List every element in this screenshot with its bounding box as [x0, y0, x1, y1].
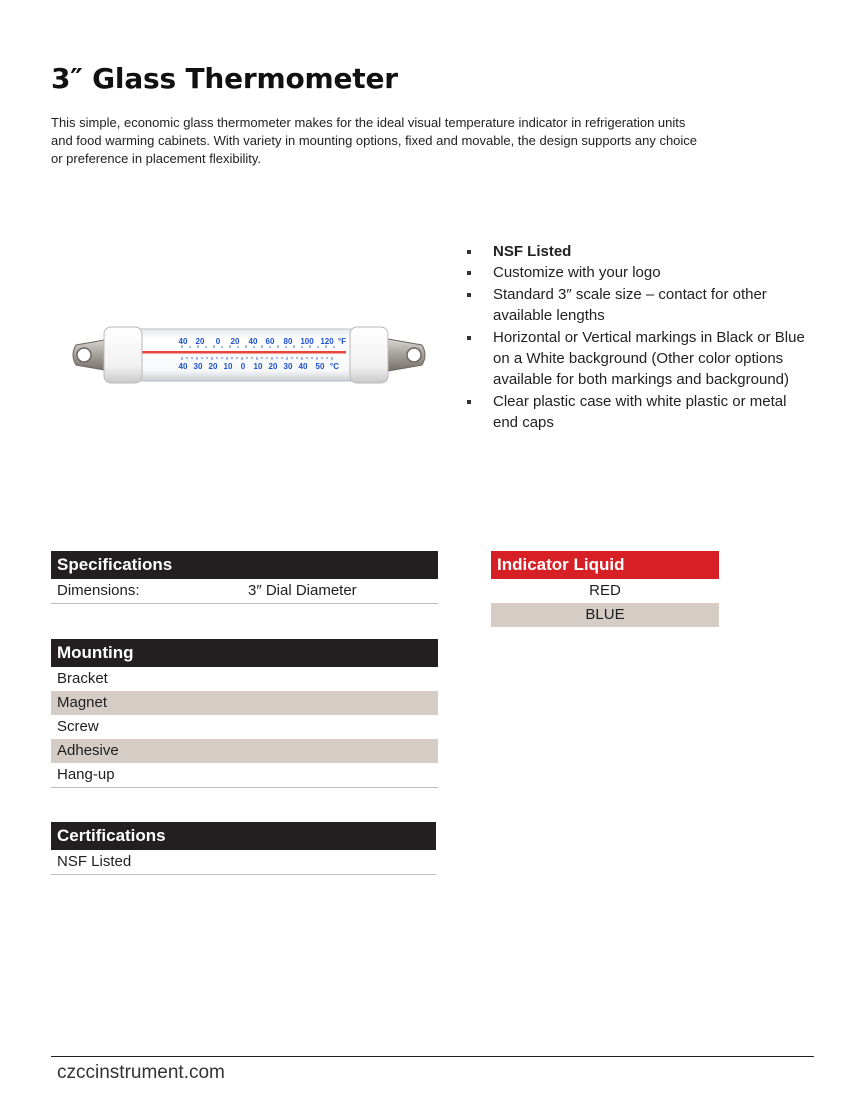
c-tick: 30 — [283, 362, 293, 371]
c-tick: 20 — [208, 362, 218, 371]
intro-paragraph: This simple, economic glass thermometer makes for the ideal visual temperature indicator in refrigeration units and food warming cabinets. With variety in mounting options, fixed and movable, the design supports any choice or preference in placement flexibility. — [51, 115, 698, 166]
footer-divider — [51, 1056, 814, 1057]
table-row: NSF Listed — [57, 853, 132, 870]
feature-item: Clear plastic case with white plastic or metal end caps — [464, 391, 809, 434]
right-cap — [350, 327, 388, 383]
thermometer-illustration — [70, 315, 440, 395]
c-tick: 40 — [178, 362, 188, 371]
table-row — [51, 579, 438, 603]
f-tick: 80 — [283, 337, 293, 346]
f-tick: 0 — [215, 337, 221, 346]
c-tick: 20 — [268, 362, 278, 371]
liquid-column — [136, 351, 346, 354]
certifications-header: Certifications — [51, 822, 436, 850]
thermometer-image — [70, 315, 440, 395]
table-row: BLUE — [491, 603, 719, 627]
f-tick: 40 — [248, 337, 258, 346]
c-tick: 10 — [223, 362, 233, 371]
table-row: Hang-up — [57, 766, 115, 783]
c-tick: 0 — [240, 362, 246, 371]
feature-item: Customize with your logo — [464, 262, 809, 283]
specifications-table — [51, 551, 438, 604]
f-tick: 120 — [320, 337, 334, 346]
f-tick: 40 — [178, 337, 188, 346]
f-tick: 20 — [195, 337, 205, 346]
feature-item: Horizontal or Vertical markings in Black or Blue on a White background (Other color options available for both markings and background) — [464, 327, 809, 391]
f-tick: 60 — [265, 337, 275, 346]
indicator-liquid-header: Indicator Liquid — [491, 551, 719, 579]
c-tick: 10 — [253, 362, 263, 371]
mounting-table — [51, 639, 438, 788]
f-tick: 100 — [300, 337, 314, 346]
table-row: RED — [589, 582, 621, 599]
table-row: Bracket — [57, 670, 108, 687]
footer-website[interactable]: czccinstrument.com — [57, 1062, 225, 1083]
spec-value: 3″ Dial Diameter — [248, 582, 357, 599]
c-tick: 40 — [298, 362, 308, 371]
left-cap — [104, 327, 142, 383]
feature-item: NSF Listed — [464, 241, 809, 262]
feature-list — [464, 241, 809, 434]
f-unit: °F — [338, 337, 347, 346]
table-row: Screw — [57, 718, 99, 735]
f-tick: 20 — [230, 337, 240, 346]
certifications-table — [51, 822, 436, 875]
feature-item: Standard 3″ scale size – contact for other available lengths — [464, 284, 809, 327]
mounting-header: Mounting — [51, 639, 438, 667]
page-title: 3″ Glass Thermometer — [51, 62, 398, 95]
table-row: Magnet — [51, 691, 438, 715]
table-row: Adhesive — [51, 739, 438, 763]
specifications-header: Specifications — [51, 551, 438, 579]
indicator-liquid-table — [491, 551, 719, 627]
c-tick: 50 — [315, 362, 325, 371]
c-tick: 30 — [193, 362, 203, 371]
c-unit: °C — [330, 362, 339, 371]
spec-label: Dimensions: — [57, 582, 140, 599]
